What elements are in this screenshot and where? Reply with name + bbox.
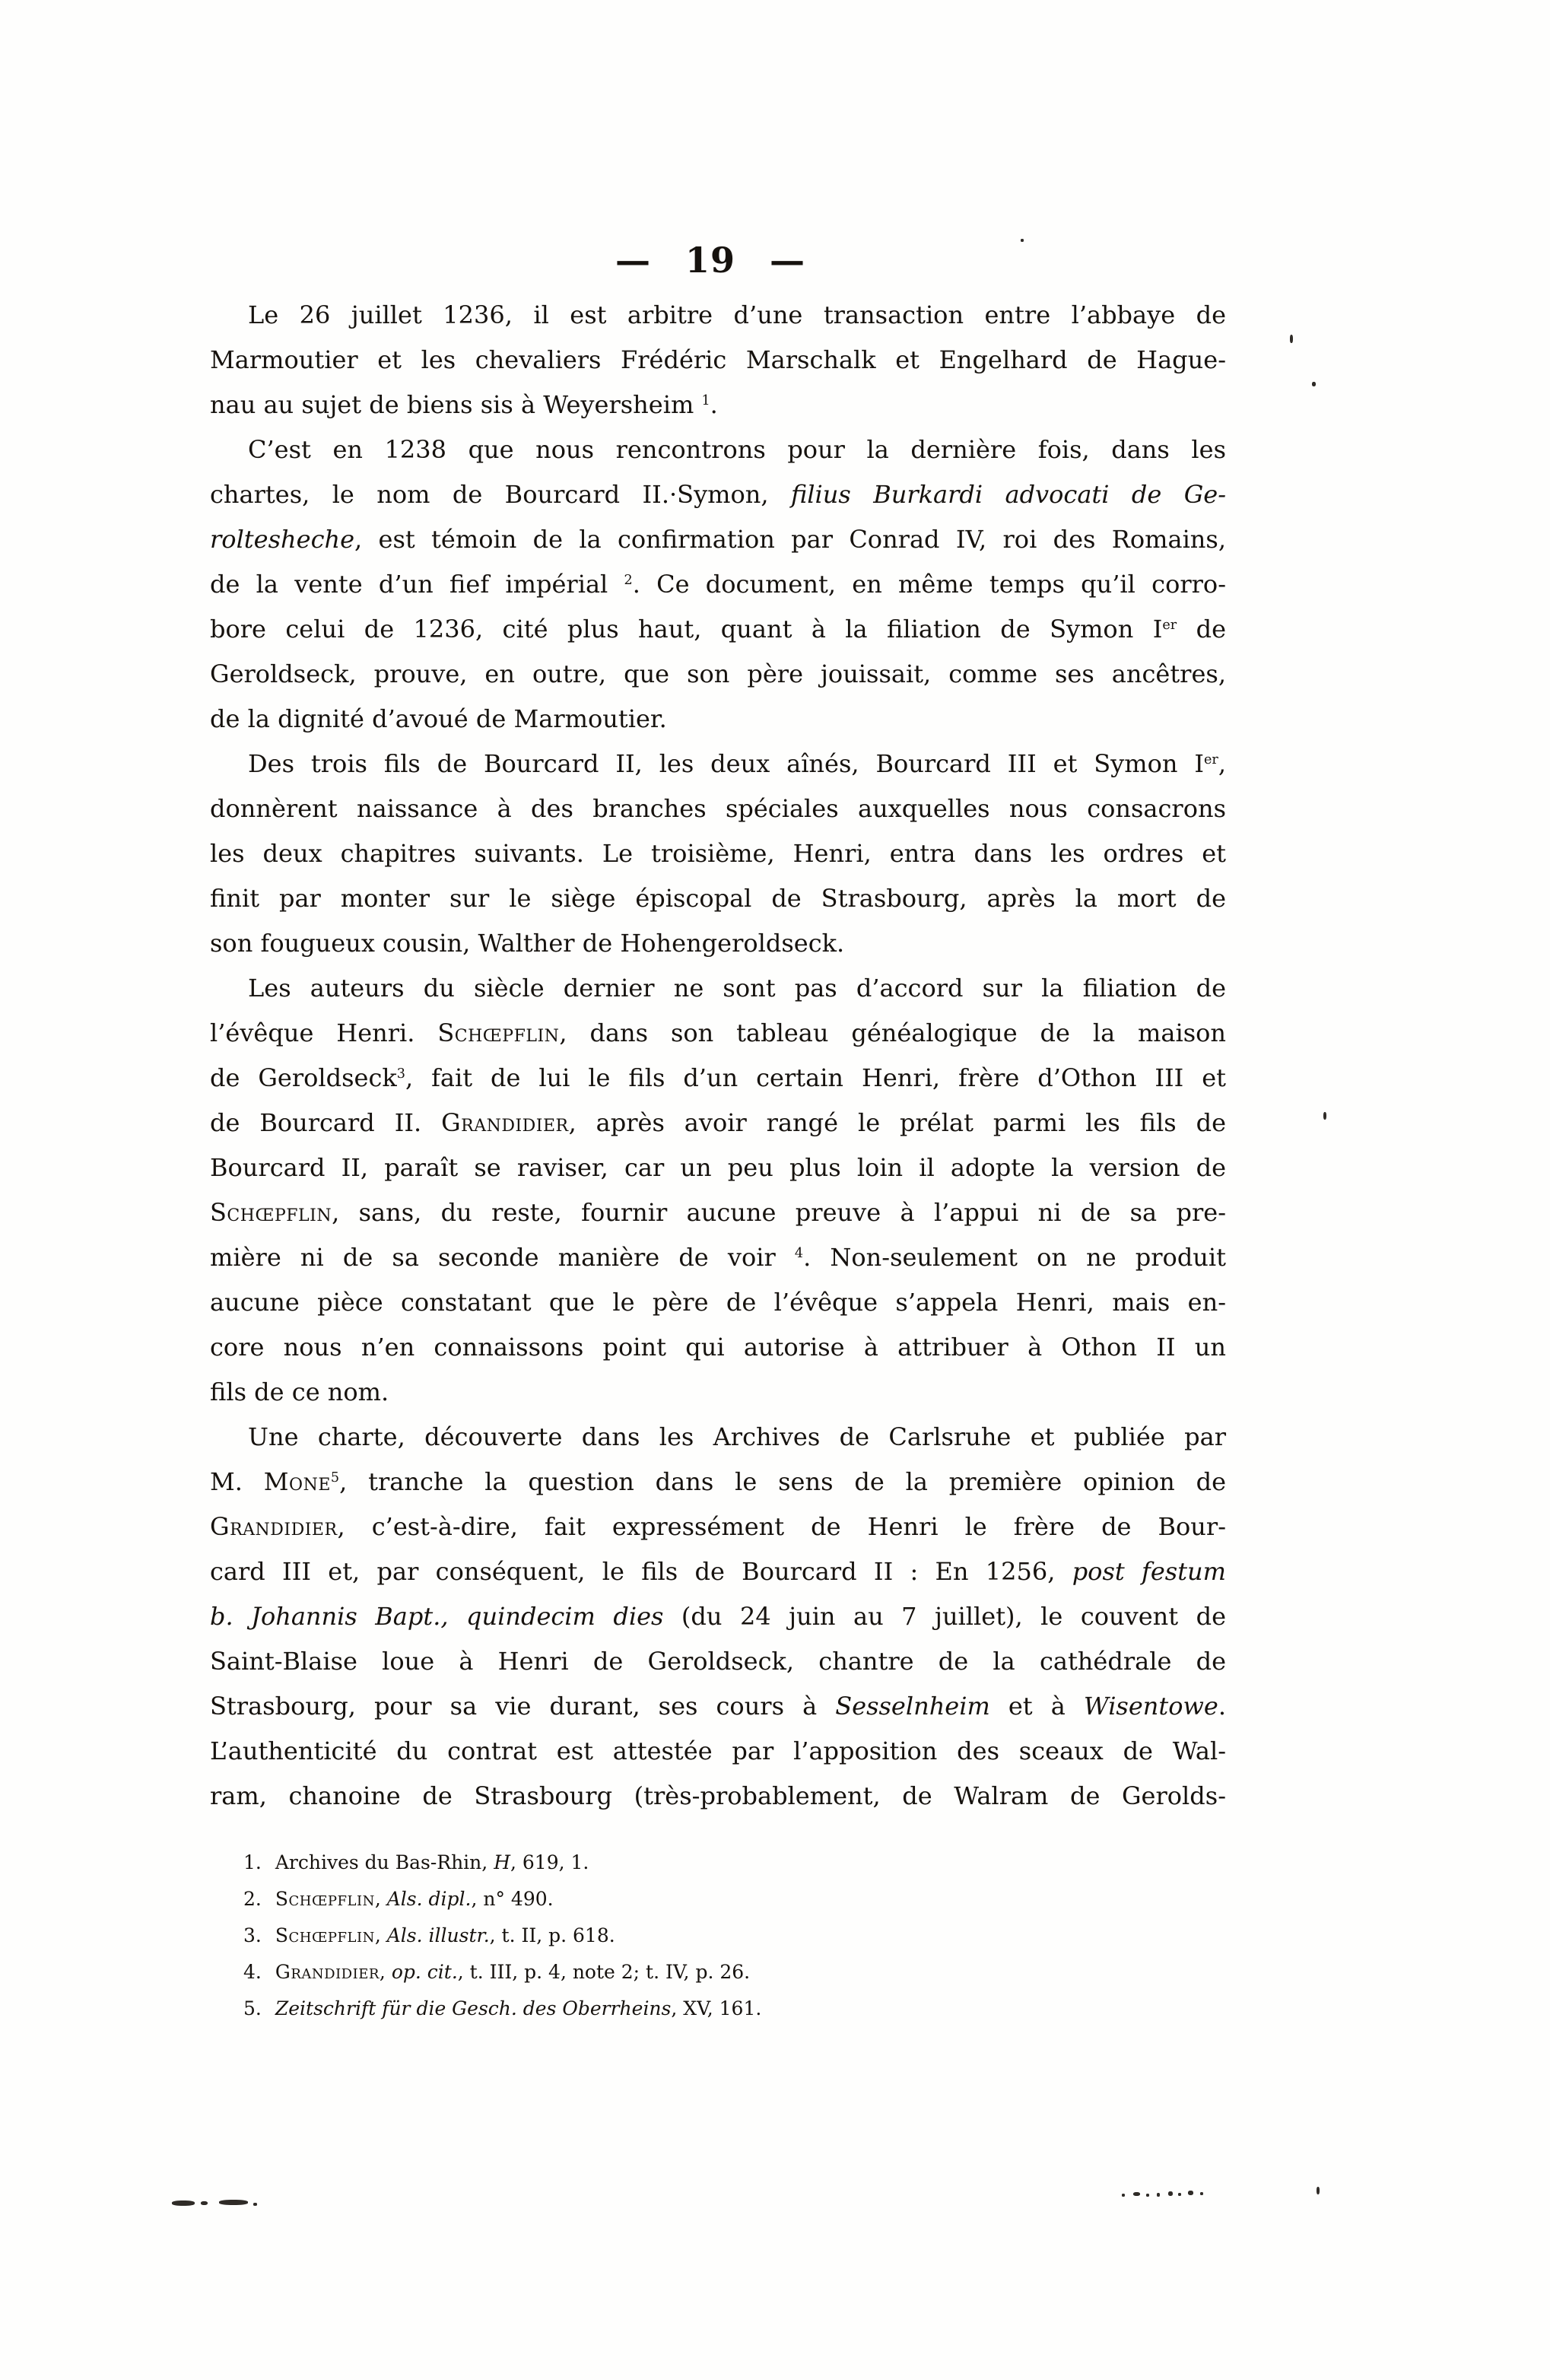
text-line bbox=[210, 1370, 1226, 1415]
text-segment: , c’est-à-dire, fait expressément de Henri le frère de Bour- bbox=[337, 1512, 1226, 1541]
text-segment: de la vente d’un fief impérial bbox=[210, 570, 624, 599]
text-segment: Grandidier bbox=[275, 1961, 380, 1983]
text-segment: Marmoutier et les chevaliers Frédéric Marschalk et Engelhard de Hague- bbox=[210, 345, 1226, 374]
text-segment: Grandidier bbox=[210, 1512, 338, 1541]
text-segment: de Bourcard II. bbox=[210, 1108, 442, 1137]
text-line bbox=[210, 1684, 1226, 1729]
text-segment: b. Johannis Bapt., quindecim dies bbox=[210, 1602, 681, 1631]
text-segment: aucune pièce constatant que le père de l’évêque s’appela Henri, mais en- bbox=[210, 1288, 1226, 1317]
text-segment: Wisentowe bbox=[1083, 1692, 1218, 1721]
text-segment: nau au sujet de biens sis à Weyersheim bbox=[210, 390, 702, 419]
text-segment: , sans, du reste, fournir aucune preuve à l’appui ni de sa pre- bbox=[332, 1198, 1226, 1227]
text-segment: , bbox=[374, 1888, 387, 1910]
text-segment: , fait de lui le fils d’un certain Henri, frère d’Othon III et bbox=[405, 1063, 1227, 1092]
text-segment: chartes, le nom de Bourcard II.·Symon, bbox=[210, 480, 791, 509]
text-segment: (du 24 juin au 7 juillet), le couvent de bbox=[681, 1602, 1227, 1631]
footnote-reference: er bbox=[1204, 752, 1218, 768]
text-line bbox=[210, 1594, 1226, 1639]
text-segment: Grandidier bbox=[441, 1108, 569, 1137]
footnote bbox=[210, 1991, 1226, 2027]
text-segment: , dans son tableau généalogique de la maison bbox=[559, 1018, 1227, 1047]
text-segment: Schœpflin bbox=[210, 1198, 332, 1227]
text-segment: Schœpflin bbox=[275, 1924, 375, 1946]
text-line bbox=[210, 742, 1226, 786]
text-segment: , t. III, p. 4, note 2; t. IV, p. 26. bbox=[457, 1961, 751, 1983]
text-line bbox=[210, 876, 1226, 921]
text-segment: card III et, par conséquent, le fils de Bourcard II : En 1256, bbox=[210, 1557, 1072, 1586]
scan-speck bbox=[1188, 2191, 1193, 2195]
text-segment: Zeitschrift für die Gesch. des Oberrheins bbox=[275, 1997, 672, 2019]
text-segment: Saint-Blaise loue à Henri de Geroldseck, chantre de la cathédrale de bbox=[210, 1647, 1226, 1676]
text-segment: post festum bbox=[1072, 1557, 1227, 1586]
text-segment: , après avoir rangé le prélat parmi les fils de bbox=[568, 1108, 1227, 1137]
text-segment: , bbox=[379, 1961, 392, 1983]
text-segment: de bbox=[1177, 615, 1227, 643]
scan-speck bbox=[1317, 2187, 1320, 2194]
text-segment: , t. II, p. 618. bbox=[489, 1924, 615, 1946]
scan-speck bbox=[1157, 2193, 1160, 2197]
text-line bbox=[210, 786, 1226, 831]
text-segment: de la dignité d’avoué de Marmoutier. bbox=[210, 704, 667, 733]
text-segment: Mone bbox=[263, 1467, 331, 1496]
text-segment: , tranche la question dans le sens de la première opinion de bbox=[339, 1467, 1227, 1496]
text-line bbox=[210, 1146, 1226, 1190]
text-line bbox=[210, 1325, 1226, 1370]
text-segment: core nous n’en connaissons point qui autorise à attribuer à Othon II un bbox=[210, 1333, 1226, 1362]
text-line bbox=[210, 472, 1226, 517]
text-segment: Archives du Bas-Rhin, bbox=[275, 1851, 494, 1873]
text-line bbox=[210, 831, 1226, 876]
text-line bbox=[210, 562, 1226, 607]
footnote bbox=[210, 1881, 1226, 1918]
footnote-number: 2. bbox=[243, 1888, 262, 1910]
text-segment: Schœpflin bbox=[437, 1018, 560, 1047]
text-segment: Strasbourg, pour sa vie durant, ses cours à bbox=[210, 1692, 836, 1721]
text-line bbox=[210, 607, 1226, 652]
text-segment: Des trois fils de Bourcard II, les deux aînés, Bourcard III et Symon I bbox=[248, 749, 1204, 778]
text-segment: et à bbox=[989, 1692, 1084, 1721]
text-line bbox=[210, 1101, 1226, 1146]
text-line bbox=[210, 1549, 1226, 1594]
text-segment: les deux chapitres suivants. Le troisième, Henri, entra dans les ordres et bbox=[210, 839, 1226, 868]
text-segment: Schœpflin bbox=[275, 1888, 375, 1910]
text-segment: Bourcard II, paraît se raviser, car un peu plus loin il adopte la version de bbox=[210, 1153, 1226, 1182]
text-line bbox=[210, 1460, 1226, 1505]
text-segment: , est témoin de la confirmation par Conrad IV, roi des Romains, bbox=[354, 525, 1226, 554]
footnotes bbox=[210, 1845, 1226, 2027]
text-line bbox=[210, 966, 1226, 1011]
text-segment: , XV, 161. bbox=[671, 1997, 762, 2019]
text-segment: M. bbox=[210, 1467, 264, 1496]
footnote-reference: 4 bbox=[794, 1246, 804, 1262]
footnote-reference: er bbox=[1162, 618, 1177, 634]
text-line bbox=[210, 697, 1226, 742]
text-line bbox=[210, 338, 1226, 383]
text-line bbox=[210, 1280, 1226, 1325]
scan-speck bbox=[1168, 2191, 1173, 2196]
text-segment: bore celui de 1236, cité plus haut, quant à la filiation de Symon I bbox=[210, 615, 1163, 643]
footnote-reference: 2 bbox=[624, 573, 633, 589]
scan-speck bbox=[1122, 2194, 1125, 2197]
scan-speck bbox=[172, 2200, 195, 2206]
text-segment: Als. dipl. bbox=[386, 1888, 472, 1910]
footnote-number: 5. bbox=[243, 1997, 262, 2019]
text-segment: , n° 490. bbox=[471, 1888, 554, 1910]
text-segment: H bbox=[494, 1851, 510, 1873]
text-segment: filius Burkardi advocati de Ge- bbox=[790, 480, 1227, 509]
text-segment: Sesselnheim bbox=[835, 1692, 990, 1721]
text-line bbox=[210, 1774, 1226, 1819]
scan-speck bbox=[219, 2200, 248, 2205]
text-segment: , 619, 1. bbox=[510, 1851, 589, 1873]
text-segment: , bbox=[1218, 749, 1226, 778]
text-line bbox=[210, 1415, 1226, 1460]
text-segment: donnèrent naissance à des branches spéciales auxquelles nous consacrons bbox=[210, 794, 1226, 823]
text-line bbox=[210, 1056, 1226, 1101]
text-segment: . Non-seulement on ne produit bbox=[803, 1243, 1227, 1272]
text-line bbox=[210, 1639, 1226, 1684]
scan-speck bbox=[1312, 382, 1316, 386]
text-segment: mière ni de sa seconde manière de voir bbox=[210, 1243, 795, 1272]
footnote-reference: 1 bbox=[701, 393, 710, 409]
scan-speck bbox=[1146, 2194, 1149, 2197]
text-line bbox=[210, 517, 1226, 562]
text-segment: Geroldseck, prouve, en outre, que son père jouissait, comme ses ancêtres, bbox=[210, 659, 1226, 688]
scan-speck bbox=[1290, 335, 1293, 343]
footnote-number: 3. bbox=[243, 1924, 262, 1946]
text-segment: . Ce document, en même temps qu’il corro- bbox=[632, 570, 1226, 599]
footnote bbox=[210, 1845, 1226, 1881]
footnote-number: 4. bbox=[243, 1961, 262, 1983]
footnote-reference: 3 bbox=[396, 1066, 405, 1082]
text-line bbox=[210, 427, 1226, 472]
text-line bbox=[210, 1729, 1226, 1774]
text-line bbox=[210, 1505, 1226, 1549]
text-segment: . bbox=[1218, 1692, 1227, 1721]
text-segment: . bbox=[710, 390, 718, 419]
scan-speck bbox=[1178, 2193, 1181, 2196]
text-line bbox=[210, 293, 1226, 338]
text-segment: ram, chanoine de Strasbourg (très-probablement, de Walram de Gerolds- bbox=[210, 1781, 1226, 1810]
text-segment: Les auteurs du siècle dernier ne sont pas d’accord sur la filiation de bbox=[248, 974, 1226, 1003]
text-segment: , bbox=[374, 1924, 387, 1946]
text-segment: roltesheche bbox=[210, 525, 355, 554]
text-segment: son fougueux cousin, Walther de Hohengeroldseck. bbox=[210, 929, 845, 958]
footnote-reference: 5 bbox=[330, 1470, 340, 1486]
text-segment: de Geroldseck bbox=[210, 1063, 397, 1092]
body-text bbox=[210, 293, 1226, 1819]
text-segment: C’est en 1238 que nous rencontrons pour la dernière fois, dans les bbox=[248, 435, 1226, 464]
footnote bbox=[210, 1954, 1226, 1991]
text-segment: L’authenticité du contrat est attestée par l’apposition des sceaux de Wal- bbox=[210, 1737, 1226, 1765]
text-segment: Als. illustr. bbox=[386, 1924, 490, 1946]
text-segment: finit par monter sur le siège épiscopal de Strasbourg, après la mort de bbox=[210, 884, 1226, 913]
footnote-number: 1. bbox=[243, 1851, 262, 1873]
text-line bbox=[210, 1190, 1226, 1235]
scan-speck bbox=[1133, 2192, 1140, 2196]
scan-speck bbox=[201, 2201, 208, 2205]
text-line bbox=[210, 1011, 1226, 1056]
text-segment: op. cit. bbox=[391, 1961, 458, 1983]
page-number: — 19 — bbox=[615, 240, 806, 281]
footnote bbox=[210, 1918, 1226, 1954]
text-segment: Une charte, découverte dans les Archives de Carlsruhe et publiée par bbox=[248, 1422, 1226, 1451]
text-segment: fils de ce nom. bbox=[210, 1377, 389, 1406]
text-line bbox=[210, 652, 1226, 697]
text-segment: l’évêque Henri. bbox=[210, 1018, 438, 1047]
text-segment: Le 26 juillet 1236, il est arbitre d’une transaction entre l’abbaye de bbox=[248, 300, 1226, 329]
scan-speck bbox=[1200, 2192, 1203, 2195]
scan-speck bbox=[1323, 1112, 1326, 1120]
text-line bbox=[210, 1235, 1226, 1280]
text-line bbox=[210, 383, 1226, 427]
scan-speck bbox=[253, 2203, 257, 2206]
text-line bbox=[210, 921, 1226, 966]
